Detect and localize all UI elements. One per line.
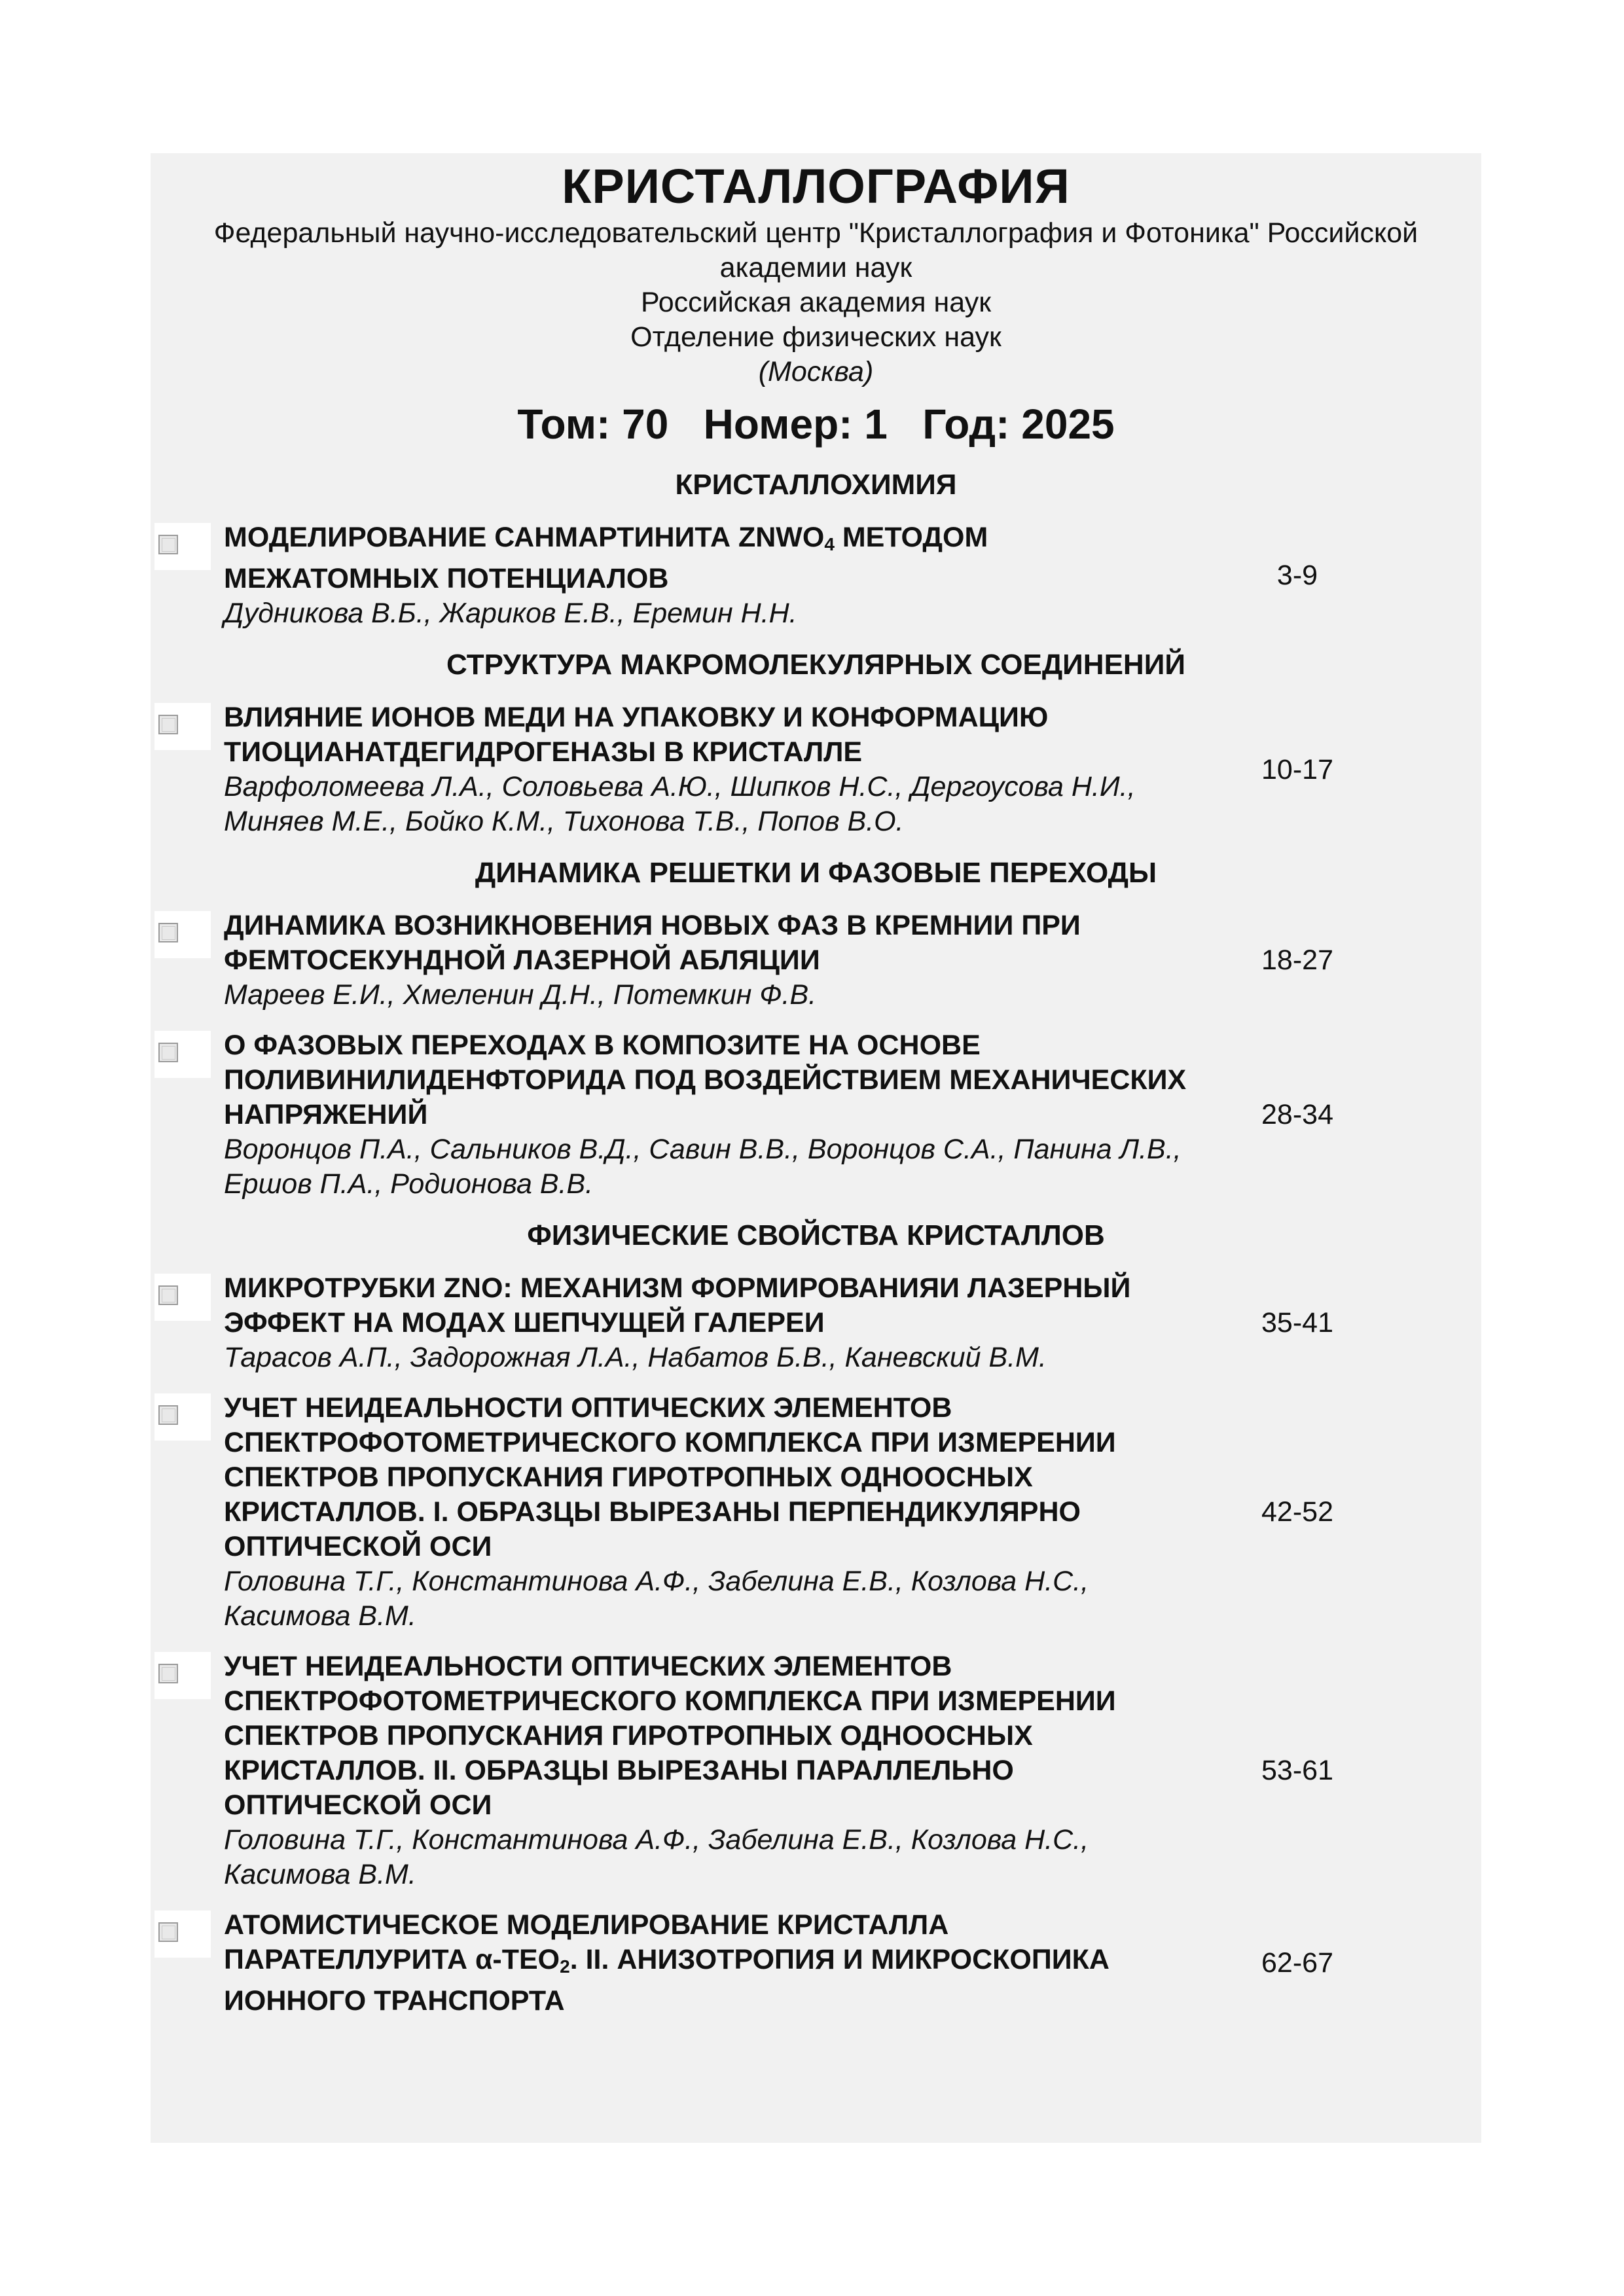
article-title-link[interactable] xyxy=(224,520,1199,596)
article-body xyxy=(224,1391,1199,1634)
checkbox-cell xyxy=(151,908,211,961)
article-pages: 10-17 xyxy=(1261,753,1333,785)
article-row xyxy=(151,908,1481,1013)
select-article-checkbox[interactable] xyxy=(158,1043,178,1062)
journal-title: КРИСТАЛЛОГРАФИЯ xyxy=(562,159,1070,213)
title-subscript: 2 xyxy=(560,1956,570,1977)
checkbox-cell xyxy=(151,700,211,753)
article-authors: Головина Т.Г., Константинова А.Ф., Забелина Е.В., Козлова Н.С., Касимова В.М. xyxy=(224,1824,1089,1890)
article-body xyxy=(224,908,1199,1013)
title-text: МОДЕЛИРОВАНИЕ САНМАРТИНИТА ZNWO xyxy=(224,522,825,553)
article-body xyxy=(224,1271,1199,1375)
article-body xyxy=(224,1908,1199,2018)
article-row xyxy=(151,1908,1481,2018)
table-of-contents xyxy=(151,467,1481,2018)
article-row xyxy=(151,1028,1481,1202)
select-article-checkbox[interactable] xyxy=(158,923,178,942)
article-pages: 28-34 xyxy=(1261,1099,1333,1130)
title-text: УЧЕТ НЕИДЕАЛЬНОСТИ ОПТИЧЕСКИХ ЭЛЕМЕНТОВ СПЕКТРОФОТОМЕТРИЧЕСКОГО КОМПЛЕКСА ПРИ ИЗМЕРЕНИИ СПЕКТРОВ ПРОПУСКАНИЯ ГИРОТРОПНЫХ ОДНООСНЫХ КРИСТАЛЛОВ. I. ОБРАЗЦЫ ВЫРЕЗАНЫ ПЕРПЕНДИКУЛЯРНО ОПТИЧЕСКОЙ ОСИ xyxy=(224,1392,1116,1562)
section-heading: ФИЗИЧЕСКИЕ СВОЙСТВА КРИСТАЛЛОВ xyxy=(527,1219,1105,1251)
article-title-link[interactable] xyxy=(224,1271,1199,1340)
checkbox-cell xyxy=(151,1908,211,1960)
article-title-link[interactable] xyxy=(224,1391,1199,1564)
volume-value: 70 xyxy=(622,401,669,448)
journal-header xyxy=(151,157,1481,452)
title-text: О ФАЗОВЫХ ПЕРЕХОДАХ В КОМПОЗИТЕ НА ОСНОВЕ ПОЛИВИНИЛИДЕНФТОРИДА ПОД ВОЗДЕЙСТВИЕМ МЕХАНИЧЕСКИХ НАПРЯЖЕНИЙ xyxy=(224,1030,1187,1130)
article-authors: Дудникова В.Б., Жариков Е.В., Еремин Н.Н. xyxy=(224,598,797,629)
checkbox-cell xyxy=(151,520,211,573)
article-authors: Мареев Е.И., Хмеленин Д.Н., Потемкин Ф.В. xyxy=(224,979,817,1011)
title-subscript: 4 xyxy=(824,534,835,554)
title-text: АТОМИСТИЧЕСКОЕ МОДЕЛИРОВАНИЕ КРИСТАЛЛА ПАРАТЕЛЛУРИТА α-TEO xyxy=(224,1909,949,1975)
checkbox-cell xyxy=(151,1391,211,1443)
article-row xyxy=(151,1271,1481,1375)
year-label: Год: xyxy=(922,401,1010,448)
checkbox-cell xyxy=(151,1649,211,1702)
volume-label: Том: xyxy=(517,401,611,448)
article-authors: Головина Т.Г., Константинова А.Ф., Забелина Е.В., Козлова Н.С., Касимова В.М. xyxy=(224,1566,1089,1632)
title-text: МИКРОТРУБКИ ZNO: МЕХАНИЗМ ФОРМИРОВАНИЯИ ЛАЗЕРНЫЙ ЭФФЕКТ НА МОДАХ ШЕПЧУЩЕЙ ГАЛЕРЕИ xyxy=(224,1272,1131,1338)
article-pages: 18-27 xyxy=(1261,944,1333,976)
section-heading: КРИСТАЛЛОХИМИЯ xyxy=(675,469,957,501)
journal-city: (Москва) xyxy=(758,356,874,387)
article-pages: 53-61 xyxy=(1261,1755,1333,1786)
select-article-checkbox[interactable] xyxy=(158,1922,178,1942)
publisher-line: Отделение физических наук xyxy=(630,321,1001,353)
number-value: 1 xyxy=(864,401,888,448)
select-article-checkbox[interactable] xyxy=(158,1664,178,1683)
article-body xyxy=(224,520,1199,631)
article-authors: Тарасов А.П., Задорожная Л.А., Набатов Б.В., Каневский В.М. xyxy=(224,1342,1047,1373)
article-row xyxy=(151,700,1481,839)
publisher-line: академии наук xyxy=(719,252,912,283)
issue-info xyxy=(151,396,1481,452)
checkbox-cell xyxy=(151,1028,211,1081)
select-article-checkbox[interactable] xyxy=(158,1285,178,1305)
article-authors: Варфоломеева Л.А., Соловьева А.Ю., Шипков Н.С., Дергоусова Н.И., Миняев М.Е., Бойко К.М., Тихонова Т.В., Попов В.О. xyxy=(224,771,1136,837)
article-body xyxy=(224,700,1199,839)
title-text: ДИНАМИКА ВОЗНИКНОВЕНИЯ НОВЫХ ФАЗ В КРЕМНИИ ПРИ ФЕМТОСЕКУНДНОЙ ЛАЗЕРНОЙ АБЛЯЦИИ xyxy=(224,910,1081,976)
article-body xyxy=(224,1028,1199,1202)
title-text: МЕТОДОМ МЕЖАТОМНЫХ ПОТЕНЦИАЛОВ xyxy=(224,522,988,594)
article-row xyxy=(151,1391,1481,1634)
section-heading: ДИНАМИКА РЕШЕТКИ И ФАЗОВЫЕ ПЕРЕХОДЫ xyxy=(475,857,1157,889)
publisher-line: Федеральный научно-исследовательский центр "Кристаллография и Фотоника" Российской xyxy=(213,217,1418,249)
section-heading: СТРУКТУРА МАКРОМОЛЕКУЛЯРНЫХ СОЕДИНЕНИЙ xyxy=(446,649,1185,681)
article-title-link[interactable] xyxy=(224,1028,1199,1132)
select-article-checkbox[interactable] xyxy=(158,1405,178,1425)
article-row xyxy=(151,520,1481,631)
article-pages: 35-41 xyxy=(1261,1307,1333,1338)
title-text: УЧЕТ НЕИДЕАЛЬНОСТИ ОПТИЧЕСКИХ ЭЛЕМЕНТОВ СПЕКТРОФОТОМЕТРИЧЕСКОГО КОМПЛЕКСА ПРИ ИЗМЕРЕНИИ СПЕКТРОВ ПРОПУСКАНИЯ ГИРОТРОПНЫХ ОДНООСНЫХ КРИСТАЛЛОВ. II. ОБРАЗЦЫ ВЫРЕЗАНЫ ПАРАЛЛЕЛЬНО ОПТИЧЕСКОЙ ОСИ xyxy=(224,1651,1116,1821)
select-article-checkbox[interactable] xyxy=(158,715,178,734)
title-text: . II. АНИЗОТРОПИЯ И МИКРОСКОПИКА ИОННОГО ТРАНСПОРТА xyxy=(224,1944,1110,2017)
select-article-checkbox[interactable] xyxy=(158,535,178,554)
publisher-line: Российская академия наук xyxy=(640,287,992,318)
article-pages: 42-52 xyxy=(1261,1496,1333,1528)
article-row xyxy=(151,1649,1481,1892)
article-body xyxy=(224,1649,1199,1892)
article-pages: 3-9 xyxy=(1276,560,1318,591)
title-text: ВЛИЯНИЕ ИОНОВ МЕДИ НА УПАКОВКУ И КОНФОРМАЦИЮ ТИОЦИАНАТДЕГИДРОГЕНАЗЫ В КРИСТАЛЛЕ xyxy=(224,702,1049,768)
toc-page xyxy=(151,153,1481,2143)
article-title-link[interactable] xyxy=(224,908,1199,978)
year-value: 2025 xyxy=(1021,401,1115,448)
article-authors: Воронцов П.А., Сальников В.Д., Савин В.В., Воронцов С.А., Панина Л.В., Ершов П.А., Родионова В.В. xyxy=(224,1134,1182,1200)
number-label: Номер: xyxy=(703,401,853,448)
article-title-link[interactable] xyxy=(224,1908,1199,2018)
article-pages: 62-67 xyxy=(1261,1947,1333,1979)
article-title-link[interactable] xyxy=(224,700,1199,770)
article-title-link[interactable] xyxy=(224,1649,1199,1823)
checkbox-cell xyxy=(151,1271,211,1323)
